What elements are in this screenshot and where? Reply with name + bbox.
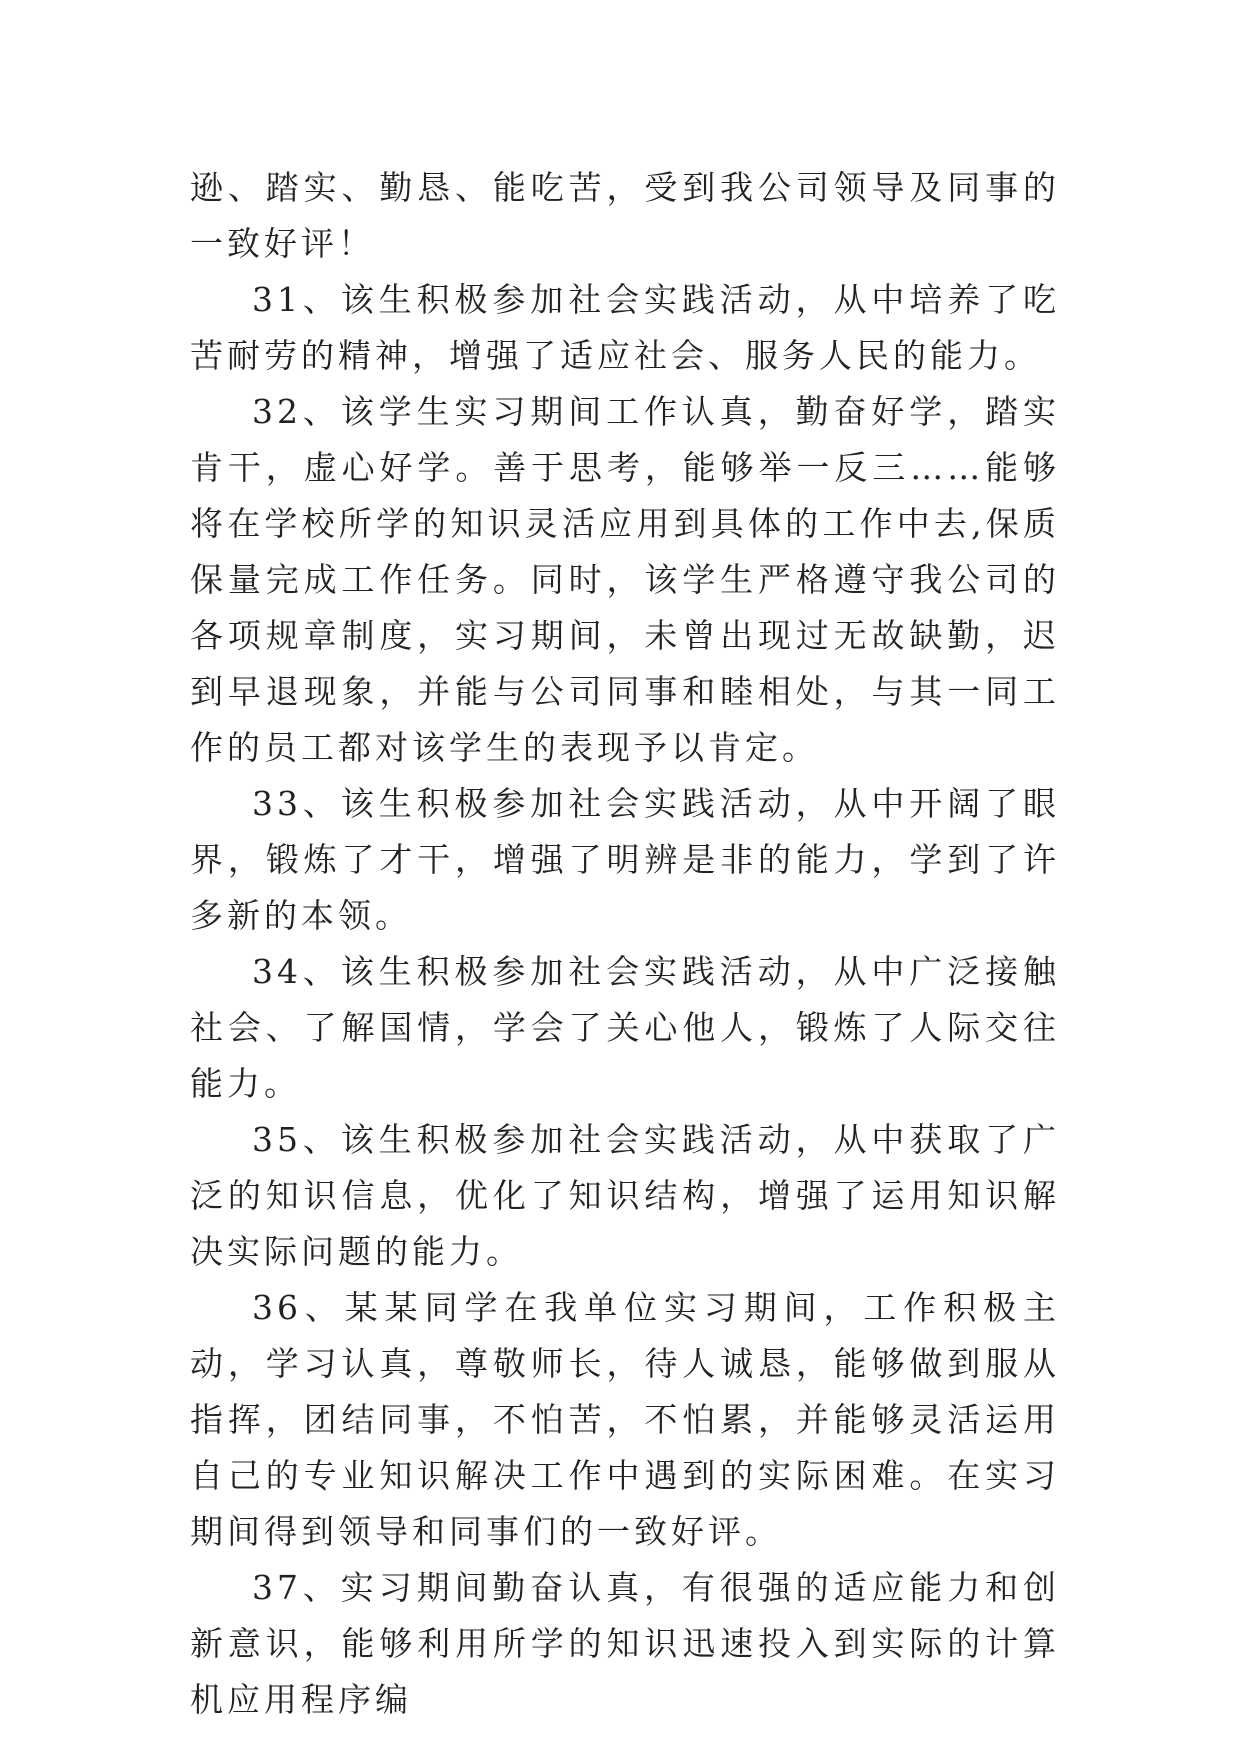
paragraph-item-34: 34、该生积极参加社会实践活动，从中广泛接触社会、了解国情，学会了关心他人，锻炼了人际交往能力。 [190, 952, 1060, 1103]
paragraph-continuation: 逊、踏实、勤恳、能吃苦，受到我公司领导及同事的一致好评！ [190, 168, 1060, 263]
paragraph-item-31: 31、该生积极参加社会实践活动，从中培养了吃苦耐劳的精神，增强了适应社会、服务人民的能力。 [190, 280, 1060, 375]
document-body [190, 160, 1060, 1728]
paragraph-item-35: 35、该生积极参加社会实践活动，从中获取了广泛的知识信息，优化了知识结构，增强了运用知识解决实际问题的能力。 [190, 1120, 1060, 1271]
paragraph-item-32: 32、该学生实习期间工作认真，勤奋好学，踏实肯干，虚心好学。善于思考，能够举一反三……能够将在学校所学的知识灵活应用到具体的工作中去,保质保量完成工作任务。同时，该学生严格遵守我公司的各项规章制度，实习期间，未曾出现过无故缺勤，迟到早退现象，并能与公司同事和睦相处，与其一同工作的员工都对该学生的表现予以肯定。 [190, 392, 1060, 767]
paragraph-item-33: 33、该生积极参加社会实践活动，从中开阔了眼界，锻炼了才干，增强了明辨是非的能力，学到了许多新的本领。 [190, 784, 1060, 935]
paragraph-item-36: 36、某某同学在我单位实习期间，工作积极主动，学习认真，尊敬师长，待人诚恳，能够做到服从指挥，团结同事，不怕苦，不怕累，并能够灵活运用自己的专业知识解决工作中遇到的实际困难。在实习期间得到领导和同事们的一致好评。 [190, 1288, 1060, 1551]
paragraph-item-37: 37、实习期间勤奋认真，有很强的适应能力和创新意识，能够利用所学的知识迅速投入到实际的计算机应用程序编 [190, 1568, 1060, 1719]
